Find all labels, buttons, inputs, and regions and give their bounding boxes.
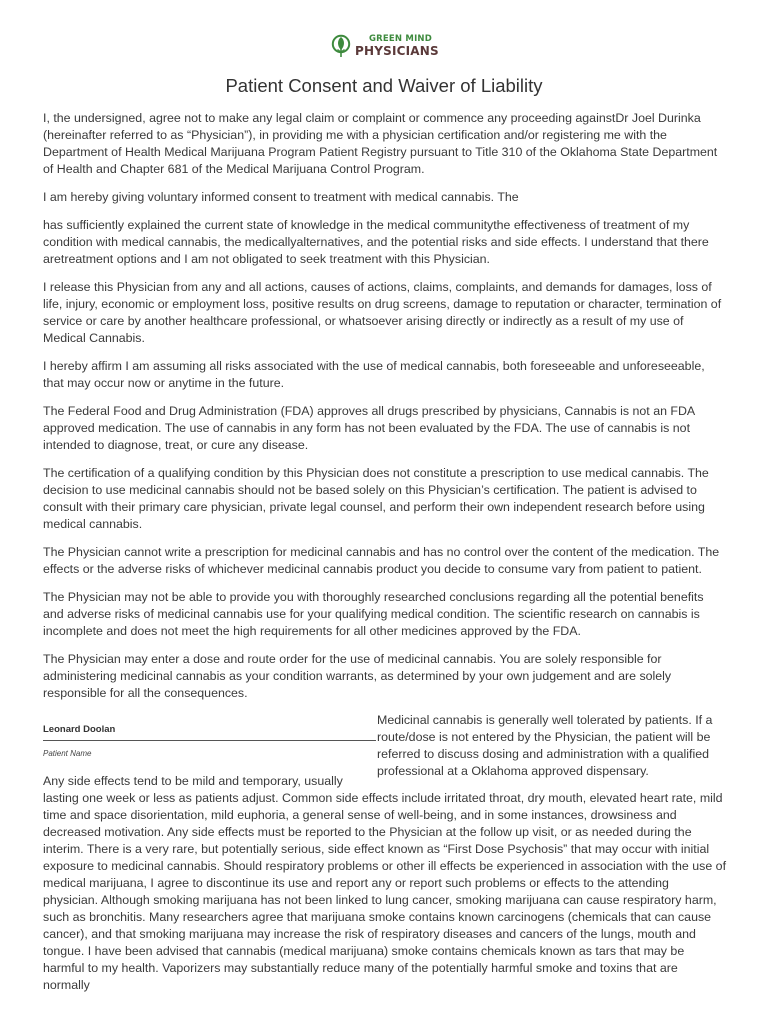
side-paragraph: Medicinal cannabis is generally well tolerated by patients. If a route/dose is not entered by the Physician, the patient will be referred to discuss dosing and administration with a qualified professional at a Oklahoma approved dispensary.: [377, 713, 713, 778]
logo-line-physicians: PHYSICIANS: [355, 43, 439, 58]
paragraph-agreement: I, the undersigned, agree not to make any legal claim or complaint or commence any proceeding againstDr Joel Durinka (hereinafter referred to as “Physician”), in providing me with a physician certification and/or registering me with the Department of Health Medical Marijuana Program Patient Registry pursuant to Title 310 of the Oklahoma State Department of Health and Chapter 681 of the Medical Marijuana Control Program.: [43, 111, 718, 176]
logo-line-green-mind: GREEN MIND: [369, 34, 432, 45]
leaf-logo-icon: [331, 33, 351, 59]
logo-wordmark: [355, 35, 439, 57]
document-body: [43, 110, 727, 1005]
paragraph-risks: I hereby affirm I am assuming all risks associated with the use of medical cannabis, both foreseeable and unforeseeable, that may occur now or anytime in the future.: [43, 359, 705, 390]
patient-name-value: Leonard Doolan: [43, 721, 376, 741]
signature-row: [43, 713, 727, 773]
paragraph-fda: The Federal Food and Drug Administration (FDA) approves all drugs prescribed by physicians, Cannabis is not an FDA approved medication. The use of cannabis in any form has not been evaluated by the FDA. The use of cannabis is not intended to diagnose, treat, or cure any disease.: [43, 404, 695, 452]
signature-block: [43, 721, 376, 762]
paragraph-explanation: has sufficiently explained the current state of knowledge in the medical communitythe effectiveness of treatment of my condition with medical cannabis, the medicallyalternatives, and the potential risks and side effects. I understand that there aretreatment options and I am not obligated to seek treatment with this Physician.: [43, 218, 709, 266]
paragraph-dosing: The Physician may enter a dose and route order for the use of medicinal cannabis. You are solely responsible for administering medicinal cannabis as your condition warrants, as determined by your own judgement and are solely responsible for all the consequences.: [43, 652, 672, 700]
paragraph-certification: The certification of a qualifying condition by this Physician does not constitute a prescription to use medical cannabis. The decision to use medicinal cannabis should not be based solely on this Physician’s certification. The patient is advised to consult with their primary care physician, private legal counsel, and perform their own independent research before using medical cannabis.: [43, 466, 709, 531]
page-title: Patient Consent and Waiver of Liability: [225, 75, 543, 96]
paragraph-research: The Physician may not be able to provide you with thoroughly researched conclusions regarding all the potential benefits and adverse risks of medicinal cannabis use for your qualifying medical condition. The scientific research on cannabis is incomplete and does not meet the high requirements for all other medicines approved by the FDA.: [43, 590, 704, 638]
paragraph-side-effects: Any side effects tend to be mild and temporary, usually lasting one week or less as patients adjust. Common side effects include irritated throat, dry mouth, elevated heart rate, mild time and space disorientation, mild euphoria, a general sense of well-being, and in some instances, drowsiness and decreased motivation. Any side effects must be reported to the Physician at the follow up visit, or as needed during the interim. There is a very rare, but potentially serious, side effect known as “First Dose Psychosis” that may occur with initial exposure to medicinal cannabis. Should respiratory problems or other ill effects be experienced in association with the use of medical marijuana, I agree to discontinue its use and report any or report such problems or effects to the attending physician. Although smoking marijuana has not been linked to lung cancer, smoking marijuana can cause respiratory harm, such as bronchitis. Many researchers agree that marijuana smoke contains known carcinogens (chemicals that can cause cancer), and that smoking marijuana may increase the risk of respiratory diseases and cancers of the lungs, mouth and tongue. I have been advised that cannabis (medical marijuana) smoke contains chemicals known as tars that may be harmful to my health. Vaporizers may substantially reduce many of the potentially harmful smoke and toxins that are normally: [43, 774, 727, 992]
paragraph-release: I release this Physician from any and all actions, causes of actions, claims, complaints, and demands for damages, loss of life, injury, economic or employment loss, positive results on drug screens, damage to reputation or character, termination of service or care by another healthcare professional, or whatsoever arising directly or indirectly as a result of my use of Medical Cannabis.: [43, 280, 722, 345]
patient-name-label: Patient Name: [43, 749, 92, 758]
brand-logo: [331, 33, 439, 59]
paragraph-prescription: The Physician cannot write a prescription for medicinal cannabis and has no control over the content of the medication. The effects or the adverse risks of whichever medicinal cannabis product you decide to consume vary from patient to patient.: [43, 545, 720, 576]
paragraph-consent: I am hereby giving voluntary informed consent to treatment with medical cannabis. The: [43, 190, 519, 204]
